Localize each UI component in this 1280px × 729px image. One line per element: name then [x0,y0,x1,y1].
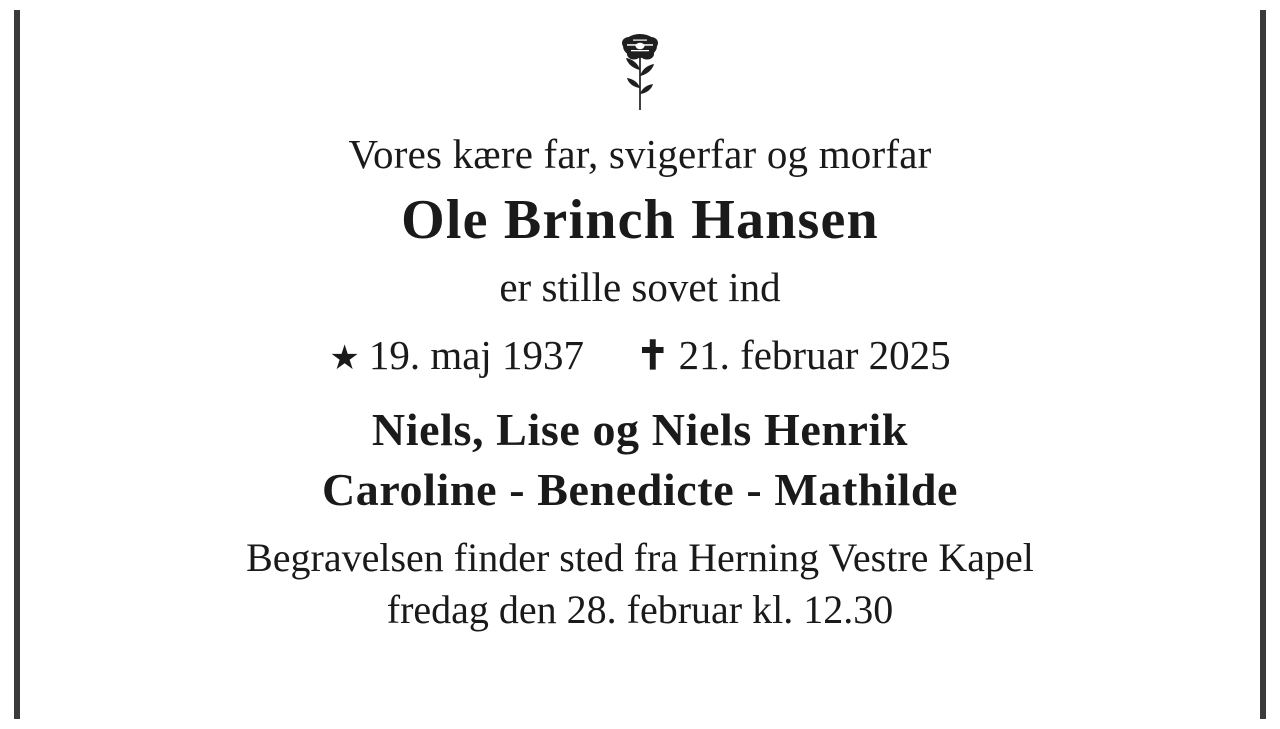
obituary-notice [14,10,1266,719]
star-icon: ★ [329,340,360,377]
dates-row [20,331,1260,379]
funeral-line-1: Begravelsen finder sted fra Herning Vestre Kapel [246,535,1034,581]
passing-phrase: er stille sovet ind [499,263,781,310]
survivors-line-1: Niels, Lise og Niels Henrik [371,404,909,455]
rose-flower-icon [605,32,675,114]
deceased-name: Ole Brinch Hansen [401,189,879,252]
birth-date: 19. maj 1937 [368,332,585,378]
funeral-line-2: fredag den 28. februar kl. 12.30 [386,586,894,632]
death-date-item [636,331,951,379]
cross-icon: ✝ [636,333,670,378]
relation-text: Vores kære far, svigerfar og morfar [348,131,932,177]
birth-date-item [329,331,584,379]
survivors-line-2: Caroline - Benedicte - Mathilde [321,463,959,515]
death-date: 21. februar 2025 [678,332,951,378]
